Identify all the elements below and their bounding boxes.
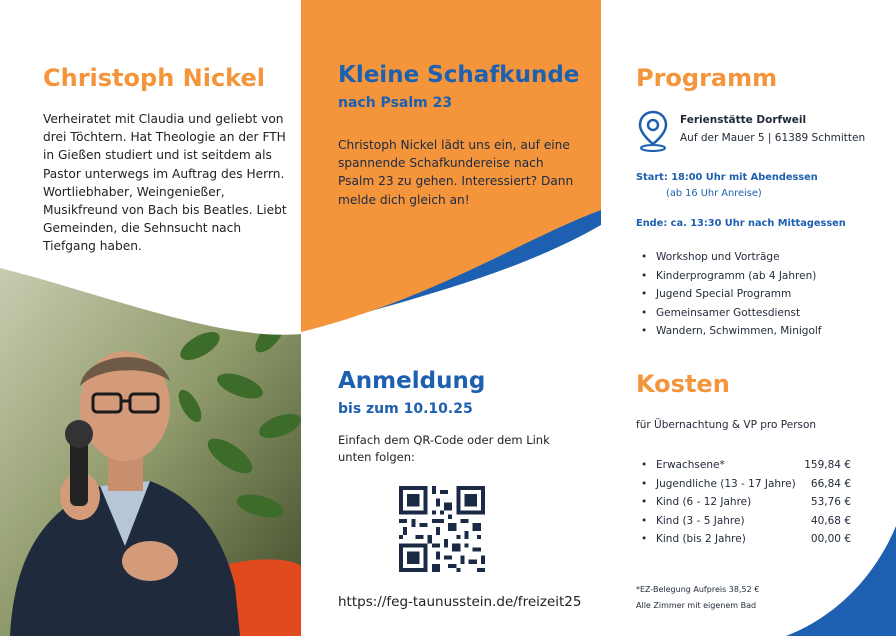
price-label: Kind (3 - 5 Jahre) [656,514,745,527]
cost-title: Kosten [636,370,730,398]
event-subtitle: nach Psalm 23 [338,95,453,111]
price-amount: 00,00 € [810,533,851,546]
event-title: Kleine Schafkunde [338,62,580,88]
price-row [636,475,861,494]
location-pin-icon [637,110,669,152]
start-time: Start: 18:00 Uhr mit Abendessen [636,172,818,183]
registration-text: Einfach dem QR-Code oder dem Link unten folgen: [338,433,550,464]
list-item: • Jugend Special Programm [636,285,821,304]
price-label: Kind (6 - 12 Jahre) [656,496,752,509]
list-item: • Kinderprogramm (ab 4 Jahren) [636,267,821,286]
speaker-panel [0,0,301,636]
program-list [636,248,821,341]
list-item: • Wandern, Schwimmen, Minigolf [636,322,821,341]
arrival-note: (ab 16 Uhr Anreise) [666,188,762,199]
single-room-note: *EZ-Belegung Aufpreis 38,52 € [636,585,760,594]
price-label: Erwachsene* [656,459,725,471]
price-amount: 53,76 € [810,496,851,509]
qr-code-icon[interactable] [399,486,485,572]
speaker-bio: Verheiratet mit Claudia und geliebt von drei Töchtern. Hat Theologie an der FTH in Gießen studiert und ist seitdem als Pastor unterwegs im Auftrag des Herrn. Wortliebhaber, Weingenießer, Musikfreund von Bach bis Beatles. Liebt Gemeinden, die Sehnsucht nach Tiefgang haben. [43,112,287,254]
registration-title: Anmeldung [338,368,486,394]
speaker-name: Christoph Nickel [43,64,265,92]
list-item: • Gemeinsamer Gottesdienst [636,304,821,323]
blue-corner-decoration [786,526,896,636]
speaker-photo [0,256,301,636]
bathroom-note: Alle Zimmer mit eigenem Bad [636,601,757,610]
price-label: Kind (bis 2 Jahre) [656,533,746,546]
end-time: Ende: ca. 13:30 Uhr nach Mittagessen [636,218,846,229]
event-intro: Christoph Nickel lädt uns ein, auf eine spannende Schafkundereise nach Psalm 23 zu gehen. Interessiert? Dann melde dich gleich an! [338,138,574,207]
cost-subtitle: für Übernachtung & VP pro Person [636,419,817,431]
program-panel [601,0,896,636]
price-label: Jugendliche (13 - 17 Jahre) [656,477,796,490]
price-amount: 40,68 € [810,514,851,527]
price-amount: 66,84 € [810,477,851,490]
price-row [636,493,861,512]
venue-name: Ferienstätte Dorfweil [680,114,807,126]
list-item: • Workshop und Vorträge [636,248,821,267]
registration-deadline: bis zum 10.10.25 [338,401,473,417]
event-panel [301,0,601,636]
price-amount: 159,84 € [804,459,851,471]
program-title: Programm [636,64,778,92]
registration-link[interactable]: https://feg-taunusstein.de/freizeit25 [338,594,582,610]
venue-address: Auf der Mauer 5 | 61389 Schmitten [680,132,866,144]
price-row [636,456,861,475]
